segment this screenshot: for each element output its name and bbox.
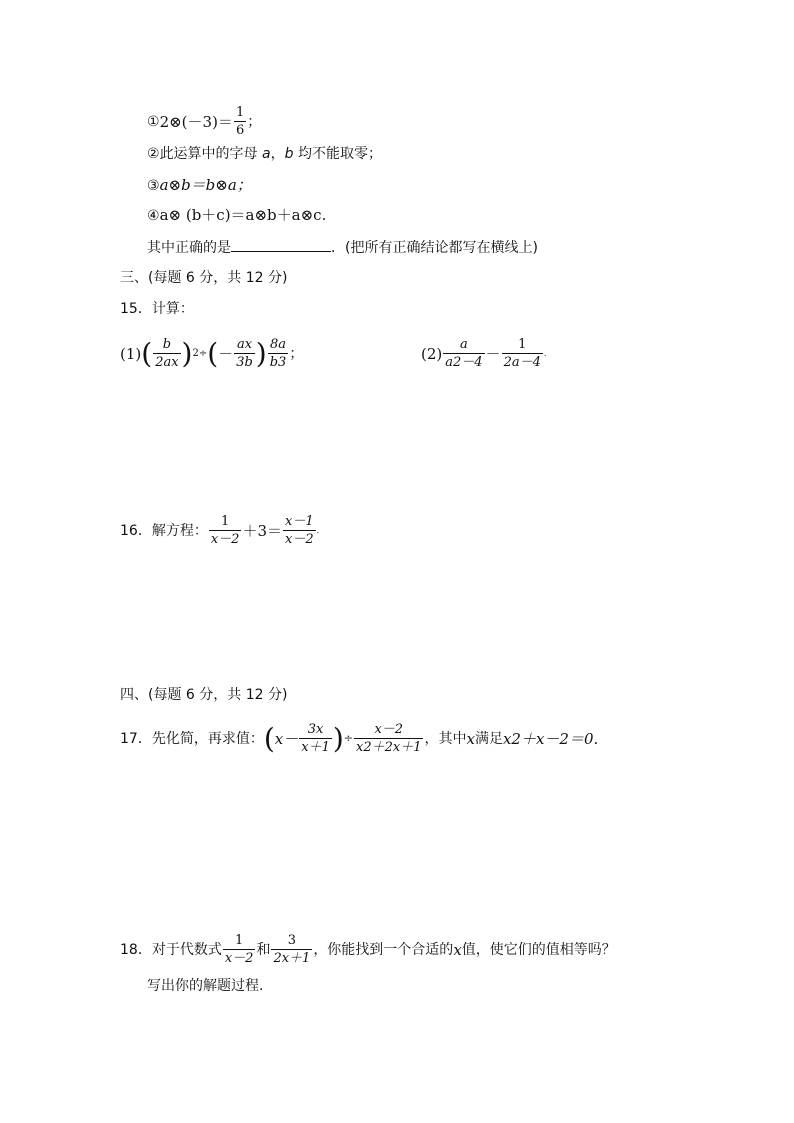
q17-label: 17．先化简，再求值： bbox=[120, 730, 264, 747]
section-4-title: 四、(每题 6 分，共 12 分) bbox=[120, 687, 288, 703]
q18-label: 18．对于代数式 bbox=[120, 941, 222, 958]
item-3: ③a⊗b＝b⊗a； bbox=[147, 176, 252, 194]
item-1-expr: 2⊗(－3)＝ bbox=[159, 112, 233, 131]
item-4: ④a⊗ (b＋c)＝a⊗b＋a⊗c. bbox=[147, 206, 327, 224]
item-2: ②此运算中的字母 a，b 均不能取零； bbox=[147, 146, 382, 162]
section-3-title: 三、(每题 6 分，共 12 分) bbox=[120, 270, 288, 286]
q15-label: 15．计算： bbox=[120, 301, 194, 317]
item-1-fraction: $\frac{1}{6}$ bbox=[235, 105, 245, 138]
q17: 17．先化简，再求值： ( x－ $\frac{3x}{x+1}$ ) ÷ $\frac{x-2}{x2+2x+1}$ ，其中 x 满足 x2＋x－2＝0. bbox=[120, 721, 599, 755]
q16: 16．解方程： $\frac{1}{x-2}$ ＋3＝ $\frac{x-1}{x-2}$ . bbox=[120, 514, 320, 547]
q15-part-1: (1) ( $\frac{b}{2ax}$ ) 2÷ ( － $\frac{ax}{3b}$ ) $\frac{8a}{b3}$ ； bbox=[120, 336, 304, 370]
item-1-marker: ① bbox=[147, 113, 160, 130]
q18: 18．对于代数式 $\frac{1}{x-2}$ 和 $\frac{3}{2x+1}$ ，你能找到一个合适的 x 值，使它们的值相等吗？ bbox=[120, 933, 616, 966]
answer-blank[interactable] bbox=[231, 237, 331, 252]
q18-line-2: 写出你的解题过程. bbox=[147, 978, 264, 994]
q15-part-2: (2) $\frac{a}{a2-4}$ － $\frac{1}{2a-4}$ . bbox=[421, 337, 547, 370]
item-1: ① 2⊗(－3)＝ $\frac{1}{6}$ ； bbox=[147, 105, 262, 138]
fill-in-line: 其中正确的是 ．(把所有正确结论都写在横线上) bbox=[147, 237, 538, 258]
q16-label: 16．解方程： bbox=[120, 522, 208, 539]
